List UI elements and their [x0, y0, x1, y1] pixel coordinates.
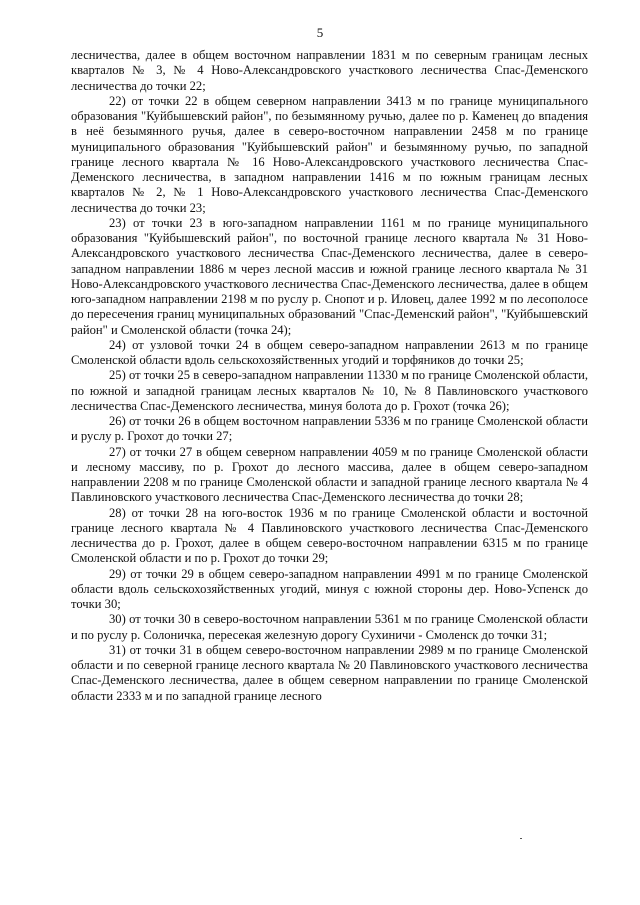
paragraph-item-26: 26) от точки 26 в общем восточном направлении 5336 м по границе Смоленской области и руслу р. Грохот до точки 27;	[71, 414, 588, 444]
paragraph-item-22: 22) от точки 22 в общем северном направлении 3413 м по границе муниципального образования "Куйбышевский район", по безымянному ручью, далее по р. Каменец до впадения в неё безымянного ручья, далее в северо-восточном направлении 2458 м по границе муниципального образования "Куйбышевский район" и безымянному ручью, по западной границе лесного квартала № 16 Ново-Александровского участкового лесничества Спас-Деменского лесничества, в западном направлении 1416 м по южным границам лесных кварталов № 2, № 1 Ново-Александровского участкового лесничества Спас-Деменского лесничества до точки 23;	[71, 93, 588, 215]
paragraph-item-25: 25) от точки 25 в северо-западном направлении 11330 м по границе Смоленской области, по южной и западной границам лесных кварталов № 10, № 8 Павлиновского участкового лесничества Спас-Деменского лесничества, минуя болота до р. Грохот (точка 26);	[71, 368, 588, 413]
paragraph-item-30: 30) от точки 30 в северо-восточном направлении 5361 м по границе Смоленской области и по руслу р. Солоничка, пересекая железную дорогу Сухиничи - Смоленск до точки 31;	[71, 612, 588, 642]
page-number: 5	[316, 25, 324, 40]
paragraph-item-24: 24) от узловой точки 24 в общем северо-западном направлении 2613 м по границе Смоленской области вдоль сельскохозяйственных угодий и торфяников до точки 25;	[71, 337, 588, 367]
paragraph-item-23: 23) от точки 23 в юго-западном направлении 1161 м по границе муниципального образования "Куйбышевский район", по восточной границе лесного квартала № 31 Ново-Александровского участкового лесничества Спас-Деменского лесничества, далее в северо-западном направлении 1886 м через лесной массив и южной границе лесного квартала № 31 Ново-Александровского участкового лесничества Спас-Деменского лесничества, далее в общем юго-западном направлении 2198 м по руслу р. Снопот и р. Иловец, далее 1992 м по лесополосе до пересечения границ муниципальных образований "Спас-Деменский район", "Куйбышевский район" и Смоленской области (точка 24);	[71, 215, 588, 337]
paragraph-item-28: 28) от точки 28 на юго-восток 1936 м по границе Смоленской области и восточной границе лесного квартала № 4 Павлиновского участкового лесничества Спас-Деменского лесничества до р. Грохот, далее в общем северо-восточном направлении 6315 м по границе Смоленской области и по р. Грохот до точки 29;	[71, 505, 588, 566]
document-body	[71, 48, 588, 704]
paragraph-item-31: 31) от точки 31 в общем северо-восточном направлении 2989 м по границе Смоленской области и по северной границе лесного квартала № 20 Павлиновского участкового лесничества Спас-Деменского лесничества, далее в общем северном направлении по границе Смоленской области 2333 м и по западной границе лесного	[71, 642, 588, 703]
paragraph-item-29: 29) от точки 29 в общем северо-западном направлении 4991 м по границе Смоленской области вдоль сельскохозяйственных угодий, минуя с южной стороны дер. Ново-Успенск до точки 30;	[71, 566, 588, 611]
paragraph-item-27: 27) от точки 27 в общем северном направлении 4059 м по границе Смоленской области и лесному массиву, по р. Грохот до лесного массива, далее в общем северо-западном направлении 2208 м по границе Смоленской области и западной границе лесного квартала № 4 Павлиновского участкового лесничества Спас-Деменского лесничества до точки 28;	[71, 444, 588, 505]
paragraph-continuation: лесничества, далее в общем восточном направлении 1831 м по северным границам лесных кварталов № 3, № 4 Ново-Александровского участкового лесничества Спас-Деменского лесничества до точки 22;	[71, 48, 588, 93]
scan-speck	[520, 838, 522, 839]
